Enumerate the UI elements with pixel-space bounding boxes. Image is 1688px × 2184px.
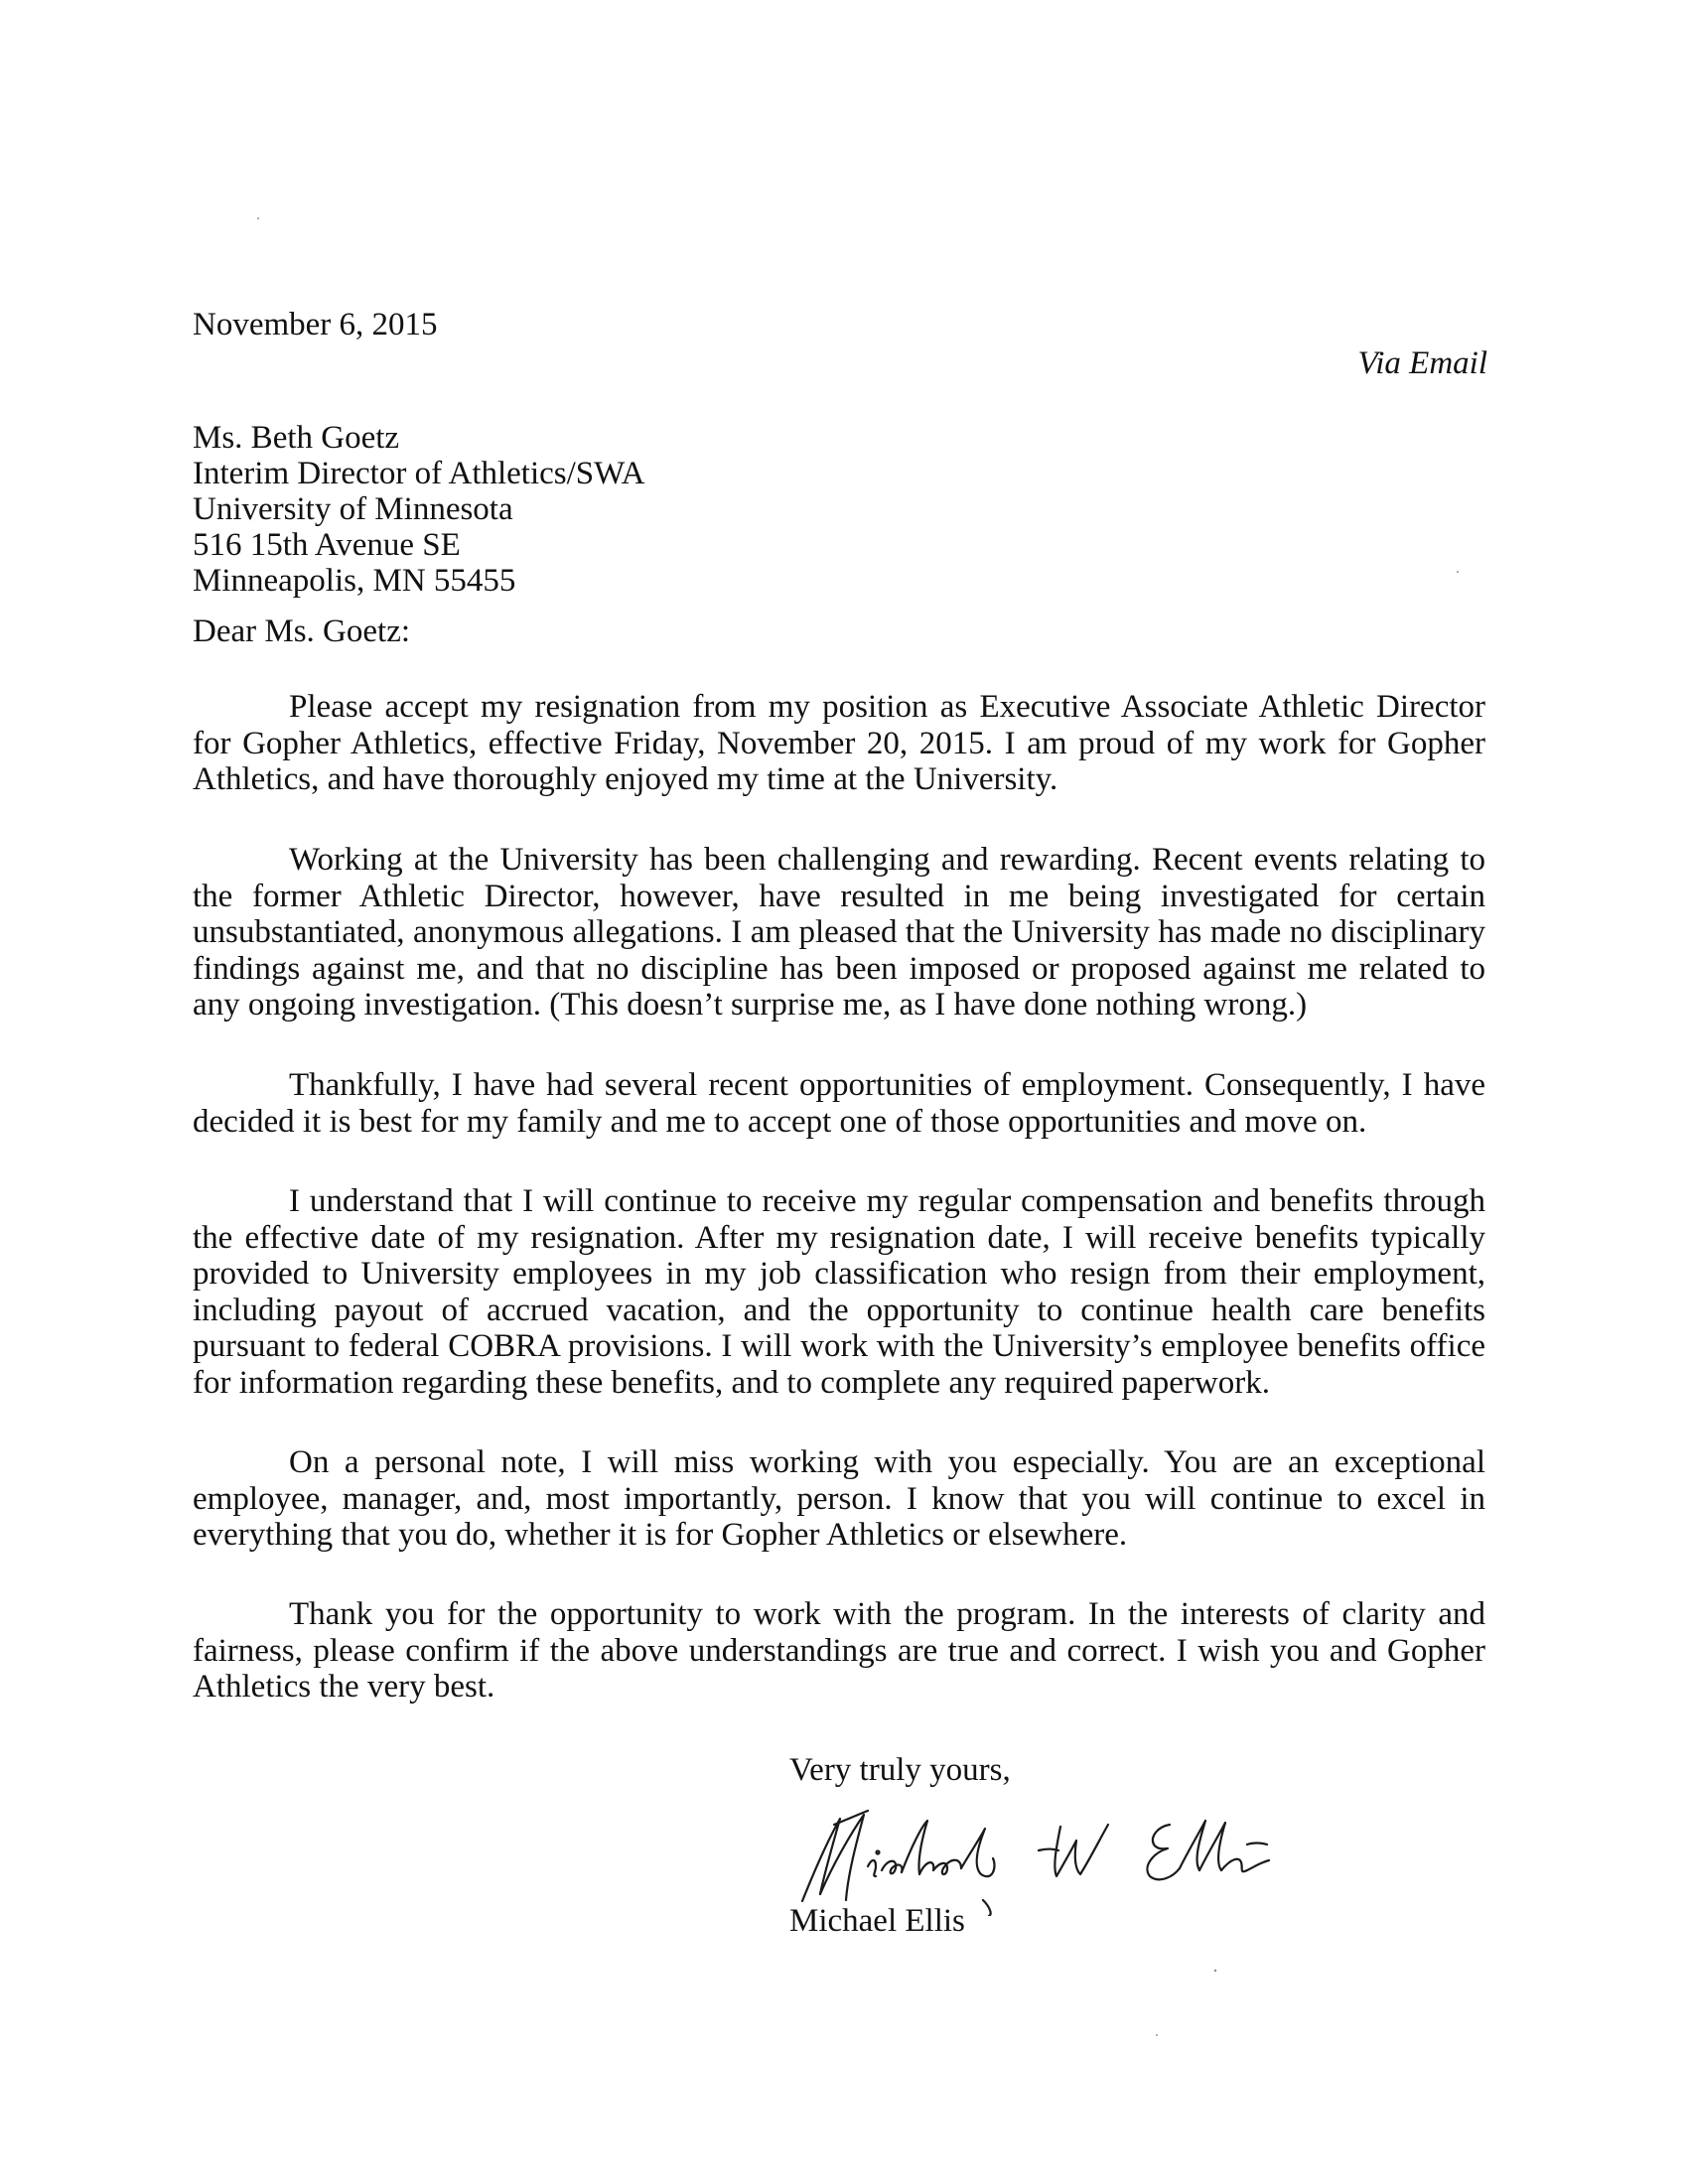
recipient-address-block — [193, 420, 644, 599]
recipient-title: Interim Director of Athletics/SWA — [193, 456, 645, 491]
body-paragraph: Thank you for the opportunity to work with the program. In the interests of clarity and fairness, please confirm if the above understandings are true and correct. I wish you and Gopher Athletics the very best. — [193, 1596, 1485, 1705]
recipient-organization: University of Minnesota — [193, 491, 513, 527]
body-paragraph: Please accept my resignation from my position as Executive Associate Athletic Director for Gopher Athletics, effective Friday, November 20, 2015. I am proud of my work for Gopher Athletics, and have thoroughly enjoyed my time at the University. — [193, 689, 1485, 797]
signer-name: Michael Ellis — [789, 1903, 965, 1939]
recipient-street: 516 15th Avenue SE — [193, 527, 461, 563]
salutation: Dear Ms. Goetz: — [193, 614, 411, 649]
recipient-name: Ms. Beth Goetz — [193, 420, 400, 456]
delivery-method: Via Email — [1357, 345, 1487, 381]
body-paragraph: Thankfully, I have had several recent opportunities of employment. Consequently, I have decided it is best for my family and me to accept one of those opportunities and move on. — [193, 1067, 1485, 1140]
body-paragraph: I understand that I will continue to receive my regular compensation and benefits through the effective date of my resignation. After my resignation date, I will receive benefits typically provided to University employees in my job classification who resign from their employment, including payout of accrued vacation, and the opportunity to continue health care benefits pursuant to federal COBRA provisions. I will work with the University’s employee benefits office for information regarding these benefits, and to complete any required paperwork. — [193, 1183, 1485, 1401]
letter-date: November 6, 2015 — [193, 307, 438, 342]
body-paragraph: Working at the University has been challenging and rewarding. Recent events relating to the former Athletic Director, however, have resulted in me being investigated for certain unsubstantiated, anonymous allegations. I am pleased that the University has made no disciplinary findings against me, and that no discipline has been imposed or proposed against me related to any ongoing investigation. (This doesn’t surprise me, as I have done nothing wrong.) — [193, 842, 1485, 1023]
body-paragraph: On a personal note, I will miss working with you especially. You are an exceptional employee, manager, and, most importantly, person. I know that you will continue to excel in everything that you do, whether it is for Gopher Athletics or elsewhere. — [193, 1444, 1485, 1553]
handwritten-signature — [773, 1797, 1329, 1916]
recipient-city: Minneapolis, MN 55455 — [193, 563, 516, 599]
closing: Very truly yours, — [789, 1752, 1011, 1788]
